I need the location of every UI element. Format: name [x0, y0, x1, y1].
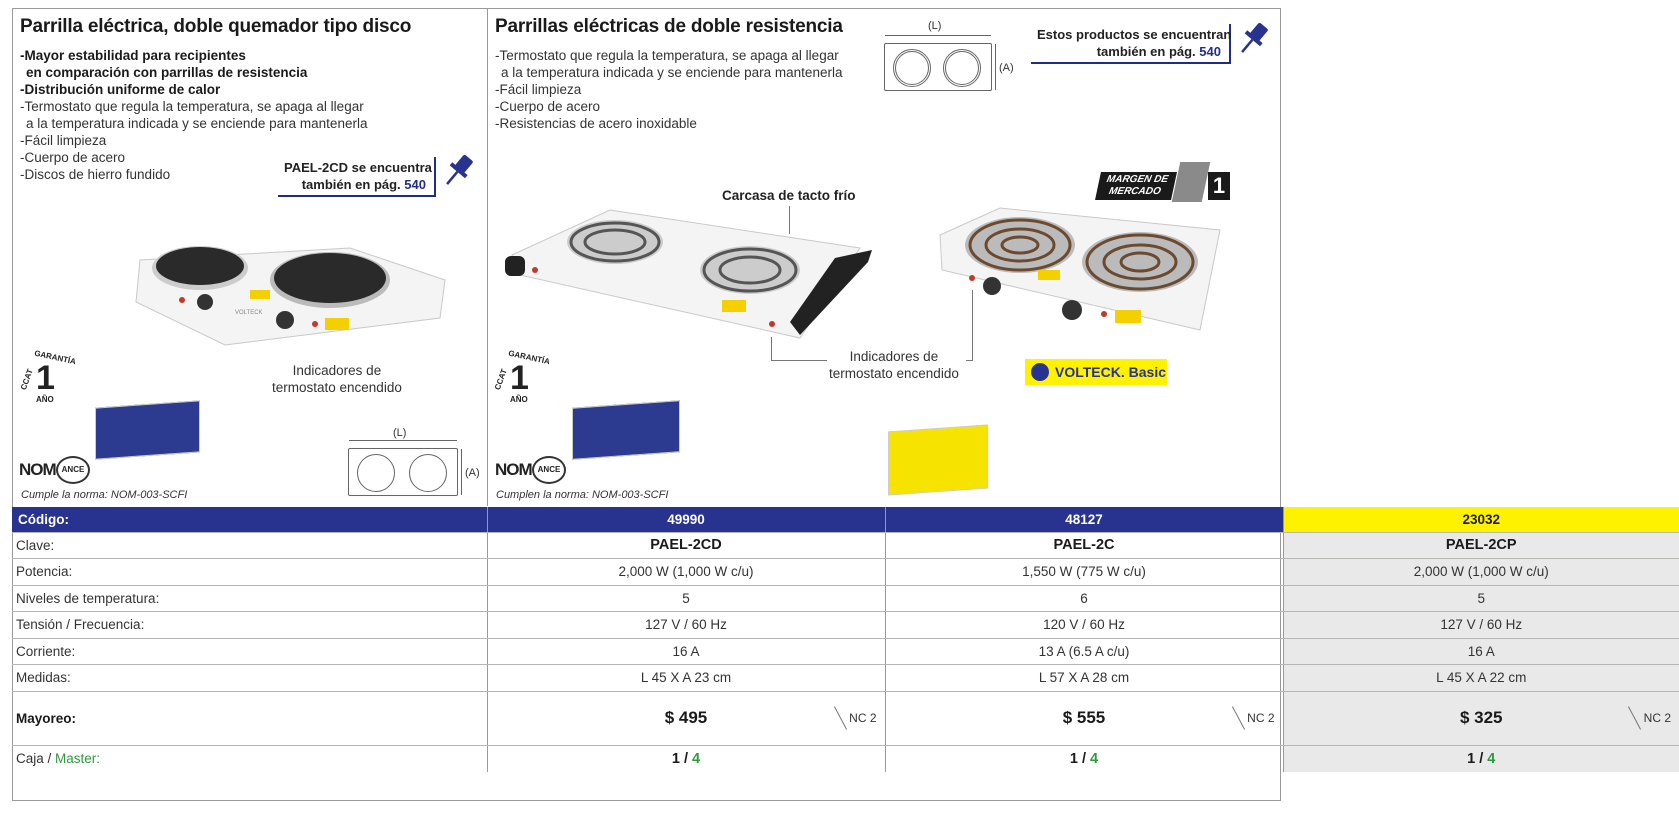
warranty-badge-left [18, 348, 78, 407]
left-title: Parrilla eléctrica, doble quemador tipo disco [20, 16, 412, 37]
right-feature-4: -Cuerpo de acero [495, 99, 601, 114]
cell: 127 V / 60 Hz [1283, 612, 1679, 639]
right-dim-coil-1 [893, 49, 931, 87]
cell: PAEL-2CP [1283, 532, 1679, 559]
left-feature-2: a la temperatura indicada y se enciende para mantenerla [26, 116, 368, 131]
cell: 16 A [1283, 638, 1679, 665]
left-feature-bold-2: en comparación con parrillas de resistencia [26, 65, 308, 80]
margen-line1: MARGEN DE [1105, 174, 1170, 185]
left-feature-4: -Cuerpo de acero [20, 150, 126, 165]
cell: 2,000 W (1,000 W c/u) [487, 559, 885, 586]
right-dim-l: (L) [928, 20, 942, 32]
volteck-basic-logo [1025, 359, 1167, 385]
nc-23032: NC 2 [1643, 711, 1671, 725]
row-label: Tensión / Frecuencia: [12, 612, 487, 639]
warranty-badge-right [492, 348, 552, 407]
table-row [12, 532, 1679, 559]
left-dim-diagram [348, 448, 458, 496]
nc-48127: NC 2 [1247, 711, 1275, 725]
right-features [495, 47, 842, 132]
right-feature-5: -Resistencias de acero inoxidable [495, 116, 697, 131]
left-dim-a-line [461, 449, 462, 495]
left-caption-line1: Indicadores de [292, 363, 382, 378]
mayoreo-label: Mayoreo: [12, 691, 487, 745]
master-value: 4 [1090, 750, 1099, 767]
price-cell [487, 691, 885, 745]
warranty-number: 1 [36, 359, 55, 397]
caja-text: Caja / [16, 751, 52, 766]
margen-line2: MERCADO [1107, 186, 1162, 197]
price-49990: $ 495 [664, 708, 708, 727]
product-image-pael-2c [500, 200, 875, 345]
header-label: Código: [12, 507, 487, 532]
left-note-line2: también en pág. 540 [301, 177, 426, 192]
caja-value: 1 / [1467, 750, 1484, 767]
right-caption-line2: termostato encendido [829, 366, 959, 381]
margen-mercado-badge [1098, 172, 1232, 202]
warranty-number-right: 1 [510, 359, 529, 397]
product-box-48127 [572, 400, 680, 460]
product-image-pael-2cd [130, 240, 450, 350]
indicator-pointer-left [771, 337, 772, 361]
mayoreo-row [12, 691, 1679, 745]
warranty-left: CCAT [18, 367, 35, 392]
table-row [12, 638, 1679, 665]
right-note-line2: también en pág. 540 [1096, 44, 1221, 59]
left-feature-bold-1: -Mayor estabilidad para recipientes [20, 48, 246, 63]
cell: 1,550 W (775 W c/u) [885, 559, 1283, 586]
caja-value: 1 / [1069, 750, 1086, 767]
right-norma: Cumplen la norma: NOM-003-SCFI [496, 489, 669, 501]
price-cell [1283, 691, 1679, 745]
code-49990: 49990 [487, 507, 885, 532]
product-brand-label: VOLTECK [235, 310, 263, 316]
cell: 120 V / 60 Hz [885, 612, 1283, 639]
master-value: 4 [1487, 750, 1496, 767]
caja-label [12, 745, 487, 772]
price-48127: $ 555 [1062, 708, 1106, 727]
left-caption-line2: termostato encendido [272, 380, 402, 395]
left-dim-disc-2 [409, 454, 447, 492]
right-feature-3: -Fácil limpieza [495, 82, 582, 97]
divider-slash [1231, 706, 1244, 729]
cell: L 45 X A 22 cm [1283, 665, 1679, 692]
right-dim-l-line [885, 35, 991, 36]
left-feature-5: -Discos de hierro fundido [20, 167, 171, 182]
right-feature-2: a la temperatura indicada y se enciende para mantenerla [501, 65, 843, 80]
product-box-23032 [888, 425, 988, 496]
caja-value: 1 / [671, 750, 688, 767]
indicator-pointer-bottom [771, 360, 827, 361]
product-image-pael-2cp [930, 200, 1235, 330]
carcasa-label: Carcasa de tacto frío [722, 188, 856, 203]
spec-table [12, 507, 1679, 772]
table-row [12, 612, 1679, 639]
caja-cell [487, 745, 885, 772]
caja-row [12, 745, 1679, 772]
table-row [12, 559, 1679, 586]
price-cell [885, 691, 1283, 745]
row-label: Niveles de temperatura: [12, 585, 487, 612]
right-indicator-caption [829, 348, 959, 382]
cell: 2,000 W (1,000 W c/u) [1283, 559, 1679, 586]
divider-slash [1628, 706, 1641, 729]
table-header-row [12, 507, 1679, 532]
caja-cell [1283, 745, 1679, 772]
ance-logo-left: ANCE [56, 456, 90, 484]
left-dim-a: (A) [465, 467, 480, 479]
right-title: Parrillas eléctricas de doble resistencia [495, 16, 843, 37]
nc-49990: NC 2 [849, 711, 877, 725]
right-dim-diagram [884, 43, 992, 91]
nom-logo-left: NOM [19, 460, 56, 479]
product-box-left [95, 400, 200, 459]
nom-logo-right: NOM [495, 460, 532, 479]
left-dim-l: (L) [393, 427, 407, 439]
cell: 16 A [487, 638, 885, 665]
left-dim-l-line [349, 440, 457, 441]
ance-logo-right: ANCE [532, 456, 566, 484]
master-text: Master: [55, 751, 101, 766]
margen-label [1095, 172, 1177, 200]
cell: PAEL-2C [885, 532, 1283, 559]
cell: 5 [487, 585, 885, 612]
warranty-bottom-right: AÑO [510, 395, 528, 404]
pushpin-icon-right [1233, 18, 1273, 60]
pushpin-icon [438, 150, 478, 192]
price-23032: $ 325 [1459, 708, 1503, 727]
left-dim-disc-1 [357, 454, 395, 492]
warranty-top: GARANTÍA [33, 348, 77, 367]
warranty-left-right: CCAT [492, 367, 509, 392]
left-norma: Cumple la norma: NOM-003-SCFI [21, 489, 188, 501]
indicator-pointer-right-h [966, 360, 973, 361]
left-feature-3: -Fácil limpieza [20, 133, 107, 148]
right-note-line1: Estos productos se encuentran [1037, 27, 1232, 42]
master-value: 4 [692, 750, 701, 767]
cell: 6 [885, 585, 1283, 612]
row-label: Medidas: [12, 665, 487, 692]
volteck-logo-icon [1031, 363, 1049, 381]
column-divider-1 [487, 8, 488, 506]
left-note-line1: PAEL-2CD se encuentra [284, 160, 432, 175]
row-label: Corriente: [12, 638, 487, 665]
table-row [12, 585, 1679, 612]
right-dim-a: (A) [999, 62, 1014, 74]
right-dim-coil-2 [943, 49, 981, 87]
right-caption-line1: Indicadores de [849, 349, 939, 364]
cell: 13 A (6.5 A c/u) [885, 638, 1283, 665]
row-label: Potencia: [12, 559, 487, 586]
table-row [12, 665, 1679, 692]
right-feature-1: -Termostato que regula la temperatura, se apaga al llegar [495, 48, 839, 63]
cell: L 45 X A 23 cm [487, 665, 885, 692]
cell: PAEL-2CD [487, 532, 885, 559]
code-23032: 23032 [1283, 507, 1679, 532]
caja-cell [885, 745, 1283, 772]
cell: L 57 X A 28 cm [885, 665, 1283, 692]
left-page-note[interactable] [278, 157, 436, 197]
cell: 5 [1283, 585, 1679, 612]
cell: 127 V / 60 Hz [487, 612, 885, 639]
margen-number: 1 [1208, 172, 1230, 200]
divider-slash [833, 706, 846, 729]
volteck-basic-text: VOLTECK. Basic [1055, 364, 1166, 380]
right-dim-a-line [995, 44, 996, 90]
left-indicator-caption [272, 362, 402, 396]
code-48127: 48127 [885, 507, 1283, 532]
warranty-bottom: AÑO [36, 395, 54, 404]
row-label: Clave: [12, 532, 487, 559]
right-page-note[interactable] [1031, 24, 1231, 64]
left-feature-bold-3: -Distribución uniforme de calor [20, 82, 221, 97]
left-feature-1: -Termostato que regula la temperatura, se apaga al llegar [20, 99, 364, 114]
warranty-top-right: GARANTÍA [507, 348, 551, 367]
